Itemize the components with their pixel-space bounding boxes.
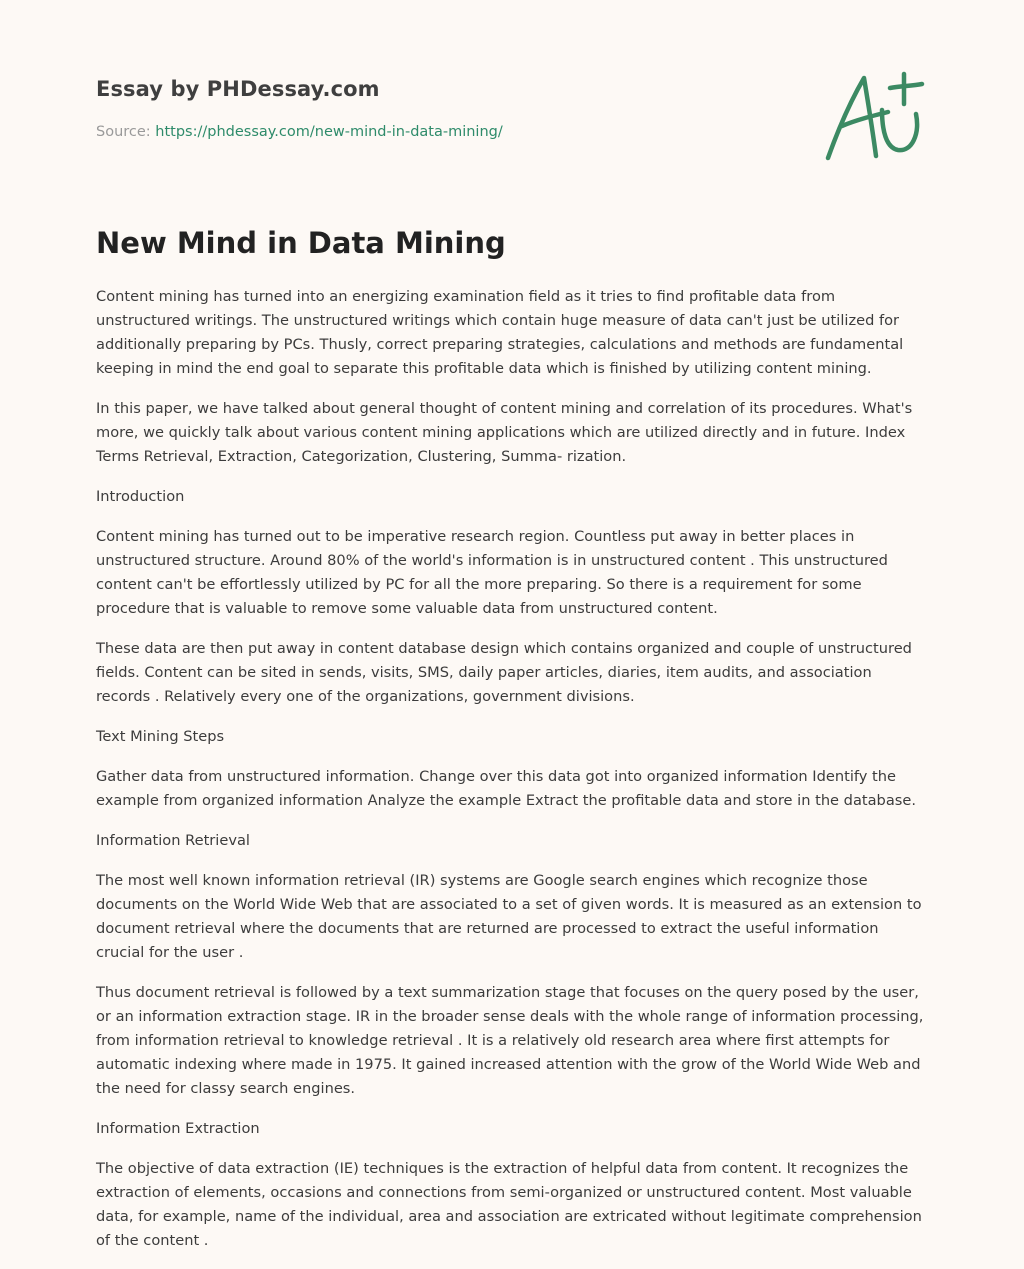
- source-label: Source:: [96, 124, 151, 140]
- section-heading: Information Extraction: [96, 1120, 260, 1137]
- paragraph: The objective of data extraction (IE) techniques is the extraction of helpful data from content. It recognizes the extraction of elements, occasions and connections from semi-organized or unstructured content. Most valuable data, for example, name of the individual, area and association are extricated without legitimate comprehension of the content .: [96, 1160, 922, 1249]
- essay-body: [96, 285, 928, 1269]
- section-heading: Information Retrieval: [96, 832, 250, 849]
- paragraph: In this paper, we have talked about general thought of content mining and correlation of its procedures. What's more, we quickly talk about various content mining applications which are utilized directly and in future. Index Terms Retrieval, Extraction, Categorization, Clustering, Summa- rization.: [96, 400, 913, 465]
- site-title: Essay by PHDessay.com: [96, 77, 380, 101]
- paragraph: The most well known information retrieval (IR) systems are Google search engines which recognize those documents on the World Wide Web that are associated to a set of given words. It is measured as an extension to document retrieval where the documents that are returned are processed to extract the useful information crucial for the user .: [96, 872, 922, 961]
- paragraph: Content mining has turned out to be imperative research region. Countless put away in better places in unstructured structure. Around 80% of the world's information is in unstructured content . This unstructured content can't be effortlessly utilized by PC for all the more preparing. So there is a requirement for some procedure that is valuable to remove some valuable data from unstructured content.: [96, 528, 888, 617]
- paragraph: Thus document retrieval is followed by a text summarization stage that focuses on the query posed by the user, or an information extraction stage. IR in the broader sense deals with the whole range of information processing, from information retrieval to knowledge retrieval . It is a relatively old research area where first attempts for automatic indexing where made in 1975. It gained increased attention with the grow of the World Wide Web and the need for classy search engines.: [96, 984, 924, 1097]
- source-line: [96, 124, 503, 140]
- source-link[interactable]: https://phdessay.com/new-mind-in-data-mining/: [155, 124, 503, 140]
- section-heading: Introduction: [96, 488, 185, 505]
- paragraph: Content mining has turned into an energizing examination field as it tries to find profitable data from unstructured writings. The unstructured writings which contain huge measure of data can't just be utilized for additionally preparing by PCs. Thusly, correct preparing strategies, calculations and methods are fundamental keeping in mind the end goal to separate this profitable data which is finished by utilizing content mining.: [96, 288, 904, 377]
- paragraph: Gather data from unstructured information. Change over this data got into organized information Identify the example from organized information Analyze the example Extract the profitable data and store in the database.: [96, 768, 916, 809]
- essay-title: New Mind in Data Mining: [96, 226, 506, 260]
- a-plus-logo-icon: [824, 68, 928, 166]
- section-heading: Text Mining Steps: [96, 728, 225, 745]
- paragraph: These data are then put away in content database design which contains organized and couple of unstructured fields. Content can be sited in sends, visits, SMS, daily paper articles, diaries, item audits, and association records . Relatively every one of the organizations, government divisions.: [96, 640, 912, 705]
